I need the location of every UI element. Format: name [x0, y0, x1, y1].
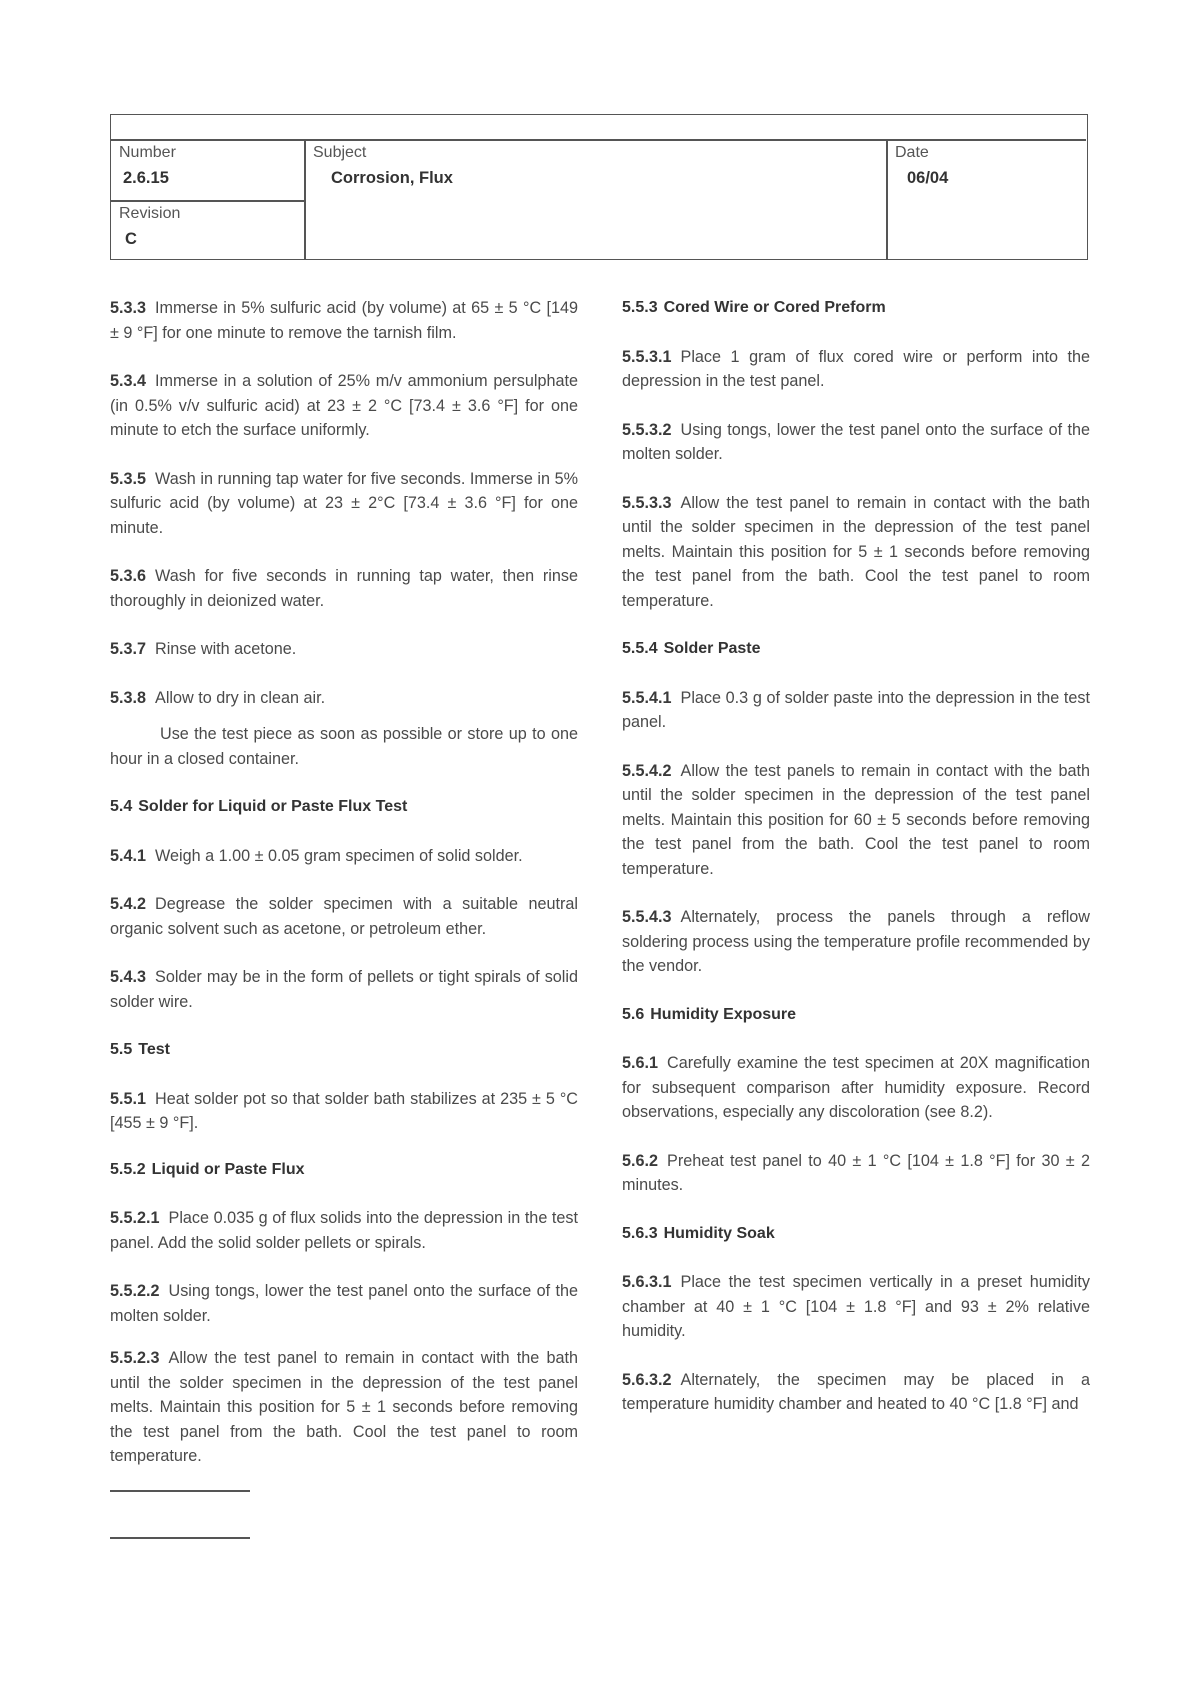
number-label: Number [119, 144, 176, 161]
section-text: Immerse in 5% sulfuric acid (by volume) at 65 ± 5 °C [149 ± 9 °F] for one minute to remove the tarnish film. [110, 299, 578, 342]
section-number: 5.3.8 [110, 688, 147, 707]
section-text: Wash for five seconds in running tap water, then rinse thoroughly in deionized water. [110, 567, 578, 610]
section-5-5-3-1 [622, 345, 1090, 394]
header-divider-1 [304, 139, 306, 259]
section-text: Allow the test panel to remain in contact with the bath until the solder specimen in the depression of the test panel melts. Maintain this position for 5 ± 1 seconds before removing the test panel from the bath. Cool the test panel to room temperature. [622, 493, 1090, 610]
section-number: 5.6.1 [622, 1054, 659, 1072]
section-number: 5.5.2.2 [110, 1282, 160, 1300]
heading-text: Cored Wire or Cored Preform [663, 299, 886, 316]
section-5-5-4-1 [622, 686, 1090, 735]
footnote-rule-1 [110, 1490, 250, 1492]
section-number: 5.5.3.2 [622, 420, 672, 439]
section-5-5-2-2 [110, 1279, 578, 1328]
section-number: 5.3.4 [110, 372, 147, 390]
heading-number: 5.5 [110, 1041, 133, 1058]
heading-text: Test [138, 1041, 170, 1058]
date-value: 06/04 [907, 169, 949, 187]
section-text: Place the test specimen vertically in a preset humidity chamber at 40 ± 1 °C [104 ± 1.8 °F] and 93 ± 2% relative humidity. [622, 1273, 1090, 1340]
section-5-3-4 [110, 369, 578, 443]
section-text: Carefully examine the test specimen at 20X magnification for subsequent comparison after humidity exposure. Record observations, especially any discoloration (see 8.2). [622, 1054, 1090, 1121]
section-5-3-3 [110, 296, 578, 345]
section-text: Allow the test panels to remain in contact with the bath until the solder specimen in the depression of the test panel melts. Maintain this position for 60 ± 5 seconds before removing the test panel from the bath. Cool the test panel to room temperature. [622, 761, 1090, 878]
section-number: 5.4.1 [110, 846, 147, 865]
section-5-4-1 [110, 844, 578, 869]
heading-number: 5.5.3 [622, 299, 658, 316]
section-5-3-8-note: Use the test piece as soon as possible or store up to one hour in a closed container. [110, 725, 578, 768]
section-text: Using tongs, lower the test panel onto the surface of the molten solder. [622, 420, 1090, 463]
heading-5-5 [110, 1038, 578, 1063]
date-label: Date [895, 144, 929, 161]
heading-5-4 [110, 795, 578, 820]
section-number: 5.5.3.1 [622, 347, 672, 366]
section-number: 5.5.1 [110, 1089, 147, 1108]
footnote-rule-2 [110, 1537, 250, 1539]
section-5-5-2-1 [110, 1206, 578, 1255]
section-text: Using tongs, lower the test panel onto the surface of the molten solder. [110, 1282, 578, 1325]
heading-number: 5.6 [622, 1005, 645, 1023]
section-number: 5.5.2.3 [110, 1349, 160, 1367]
section-number: 5.5.3.3 [622, 493, 672, 512]
section-text: Weigh a 1.00 ± 0.05 gram specimen of solid solder. [155, 846, 523, 865]
section-number: 5.4.3 [110, 968, 147, 986]
left-column [110, 296, 578, 1469]
section-5-5-4-3 [622, 905, 1090, 979]
section-5-5-3-3 [622, 491, 1090, 614]
section-text: Alternately, the specimen may be placed in a temperature humidity chamber and heated to 40 °C [1.8 °F] and [622, 1370, 1090, 1413]
section-5-5-2-3 [110, 1346, 578, 1469]
section-5-6-1 [622, 1051, 1090, 1125]
section-text: Preheat test panel to 40 ± 1 °C [104 ± 1.8 °F] for 30 ± 2 minutes. [622, 1151, 1090, 1194]
section-text: Place 0.3 g of solder paste into the depression in the test panel. [622, 688, 1090, 731]
heading-text: Liquid or Paste Flux [151, 1160, 305, 1178]
section-number: 5.5.4.1 [622, 688, 672, 707]
section-5-6-3-2 [622, 1368, 1090, 1417]
section-5-5-1 [110, 1087, 578, 1136]
section-text: Allow to dry in clean air. [155, 688, 326, 707]
heading-number: 5.4 [110, 798, 133, 815]
section-text: Place 0.035 g of flux solids into the depression in the test panel. Add the solid solder pellets or spirals. [110, 1209, 578, 1252]
document-header [110, 114, 1088, 260]
section-number: 5.3.6 [110, 567, 147, 585]
section-text: Wash in running tap water for five seconds. Immerse in 5% sulfuric acid (by volume) at 23 ± 2°C [73.4 ± 3.6 °F] for one minute. [110, 469, 578, 537]
heading-5-5-3 [622, 296, 1090, 321]
section-number: 5.4.2 [110, 895, 147, 913]
heading-5-5-4 [622, 637, 1090, 662]
section-5-5-4-2 [622, 759, 1090, 882]
heading-5-6-3 [622, 1222, 1090, 1247]
revision-label: Revision [119, 205, 181, 222]
subject-value: Corrosion, Flux [331, 169, 453, 187]
section-text: Immerse in a solution of 25% m/v ammonium persulphate (in 0.5% v/v sulfuric acid) at 23 ± 2 °C [73.4 ± 3.6 °F] for one minute to etch the surface uniformly. [110, 372, 578, 439]
heading-text: Humidity Exposure [650, 1005, 797, 1023]
section-text: Alternately, process the panels through a reflow soldering process using the temperature profile recommended by the vendor. [622, 908, 1090, 975]
header-top-rule [111, 139, 1086, 141]
section-number: 5.6.3.1 [622, 1273, 672, 1291]
heading-number: 5.5.2 [110, 1160, 146, 1178]
section-number: 5.3.3 [110, 299, 147, 317]
section-number: 5.5.4.2 [622, 761, 672, 780]
right-column [622, 296, 1090, 1417]
heading-5-6 [622, 1003, 1090, 1028]
heading-number: 5.5.4 [622, 640, 658, 657]
section-number: 5.5.2.1 [110, 1209, 160, 1227]
section-text: Allow the test panel to remain in contact with the bath until the solder specimen in the depression of the test panel melts. Maintain this position for 5 ± 1 seconds before removing the test panel from the bath. Cool the test panel to room temperature. [110, 1349, 578, 1465]
section-number: 5.6.2 [622, 1151, 659, 1170]
heading-text: Solder for Liquid or Paste Flux Test [138, 798, 408, 815]
section-5-3-6 [110, 564, 578, 613]
heading-text: Solder Paste [663, 640, 761, 657]
number-value: 2.6.15 [123, 169, 169, 187]
revision-value: C [125, 230, 137, 248]
header-mid-rule [111, 200, 304, 202]
section-5-4-2 [110, 892, 578, 941]
section-5-3-7 [110, 637, 578, 662]
section-text: Solder may be in the form of pellets or tight spirals of solid solder wire. [110, 968, 578, 1011]
heading-5-5-2 [110, 1158, 578, 1183]
section-5-3-5 [110, 467, 578, 541]
section-text: Place 1 gram of flux cored wire or perform into the depression in the test panel. [622, 347, 1090, 390]
subject-label: Subject [313, 144, 367, 161]
heading-text: Humidity Soak [663, 1224, 775, 1242]
header-divider-2 [886, 139, 888, 259]
section-5-4-3 [110, 965, 578, 1014]
section-5-6-2 [622, 1149, 1090, 1198]
section-5-6-3-1 [622, 1270, 1090, 1344]
section-text: Rinse with acetone. [155, 640, 297, 658]
section-number: 5.6.3.2 [622, 1370, 672, 1389]
section-text: Heat solder pot so that solder bath stabilizes at 235 ± 5 °C [455 ± 9 °F]. [110, 1089, 578, 1132]
section-number: 5.3.5 [110, 469, 147, 488]
section-5-3-8 [110, 686, 578, 711]
section-number: 5.3.7 [110, 640, 147, 658]
section-number: 5.5.4.3 [622, 908, 672, 926]
heading-number: 5.6.3 [622, 1224, 658, 1242]
section-text: Degrease the solder specimen with a suitable neutral organic solvent such as acetone, or petroleum ether. [110, 895, 578, 938]
section-5-5-3-2 [622, 418, 1090, 467]
